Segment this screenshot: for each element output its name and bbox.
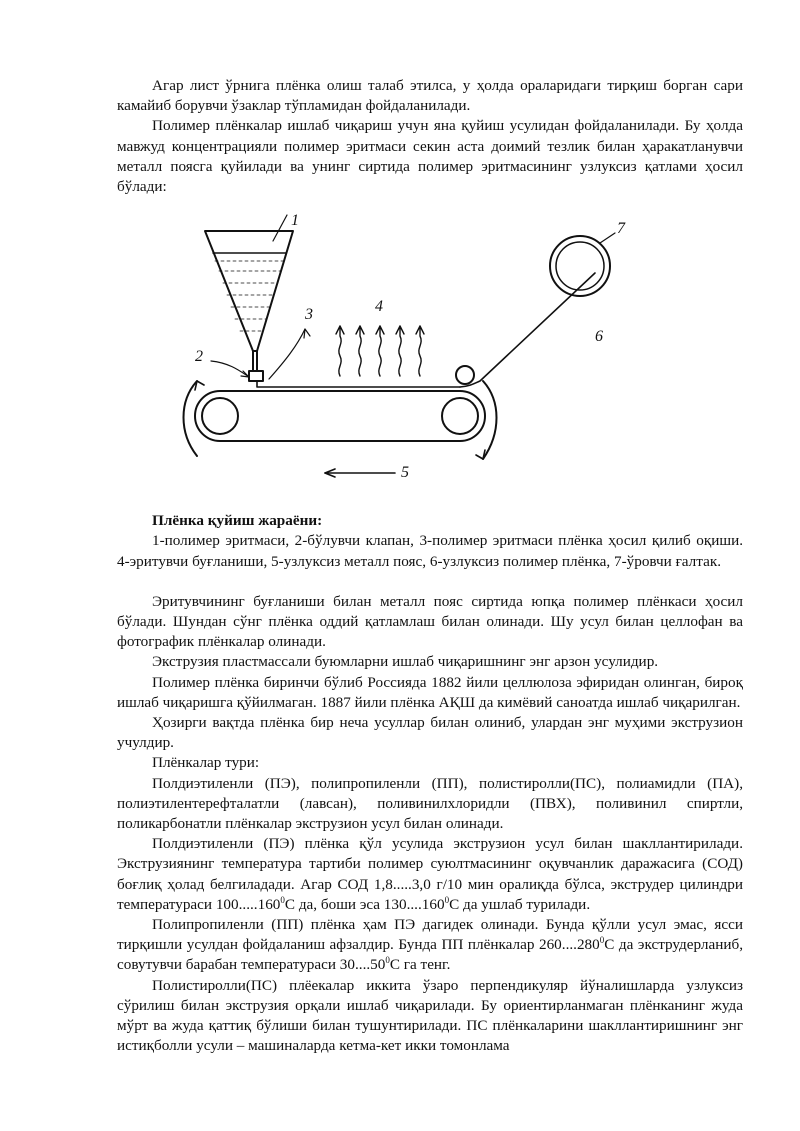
paragraph: Полимер плёнкалар ишлаб чиқариш учун яна қуйиш усулидан фойдаланилади. Бу ҳолда мавжуд концентрацияли полимер эритмаси секин аста доимий тезлик билан ҳаракатланувчи металл поясга қуйилади ва унинг сиртида полимер эритмасининг узлуксиз қатлами ҳосил бўлади:	[117, 117, 743, 196]
label-6: 6	[595, 328, 603, 346]
paragraph: Полдиэтиленли (ПЭ) плёнка қўл усулида экструзион усул билан шакллантирилади. Экструзиянинг температура тартиби полимер суюлтмасининг оқувчанлик даражасига (СОД) боғлиқ ҳолад белгиладади. Агар СОД 1,8.....3,0 г/10 мин оралиқда бўлса, экструдер цилиндри температураси 100.....160$^0$С да, боши эса 130....160$^0$С да ушлаб турилади.	[117, 835, 743, 913]
paragraph: Эритувчининг буғланиши билан металл пояс сиртида юпқа полимер плёнкаси ҳосил бўлади. Шундан сўнг плёнка оддий қатламлаш билан олинади. Шу усул билан целлофан ва фотографик плёнкалар олинади.	[117, 592, 743, 651]
label-5: 5	[401, 464, 409, 482]
hopper-neck	[253, 351, 257, 371]
paragraph: Ҳозирги вақтда плёнка бир неча усуллар билан олиниб, улардан энг муҳими экструзион учулдир.	[117, 714, 743, 752]
film-casting-diagram	[117, 211, 743, 511]
evaporation-arrows	[336, 326, 424, 376]
paragraph: Полипропиленли (ПП) плёнка ҳам ПЭ дагидек олинади. Бунда қўлли усул эмас, ясси тирқишли усулдан фойдаланиш афзалдир. Бунда ПП плёнкалар 260....280$^0$С да экструдерланиб, совутувчи барабан температураси 30....50$^0$С га тенг.	[117, 916, 744, 974]
hopper	[205, 231, 293, 351]
leader-7	[600, 233, 615, 243]
belt-roller-left	[202, 398, 238, 434]
label-7: 7	[617, 220, 625, 238]
belt-roller-right	[442, 398, 478, 434]
dividing-valve	[249, 371, 263, 381]
paragraph: Полдиэтиленли (ПЭ), полипропиленли (ПП), полистиролли(ПС), полиамидли (ПА), полиэтилентерефталатли (лавсан), поливинилхлоридли (ПВХ), поливинил спиртли, поликарбонатли плёнкалар экструзион усул билан олинади.	[117, 774, 743, 833]
figure-caption-text: 1-полимер эритмаси, 2-бўлувчи клапан, 3-полимер эритмаси плёнка ҳосил қилиб оқиши. 4-эритувчи буғланиши, 5-узлуксиз металл пояс, 6-узлуксиз полимер плёнка, 7-ўровчи ғалтак.	[117, 532, 743, 570]
label-2: 2	[195, 348, 203, 366]
leader-2	[211, 361, 249, 377]
polymer-film	[257, 381, 460, 387]
paragraph: Полистиролли(ПС) плёекалар иккита ўзаро перпендикуляр йўналишларда узлуксиз сўрилиш билан экструзия орқали ишлаб чиқарилади. Бу ориентирланмаган плёнканинг жуда мўрт ва жуда қаттиқ бўлиши билан тушунтирилади. ПС плёнкаларини шакллантиришнинг энг истиқболли усули – машиналарда кетма-кет икки томонлама	[117, 976, 743, 1055]
label-1: 1	[291, 212, 299, 230]
paragraph: Агар лист ўрнига плёнка олиш талаб этилса, у ҳолда ораларидаги тирқиш борган сари камайиб борувчи ўзаклар тўпламидан фойдаланилади.	[117, 77, 743, 115]
label-4: 4	[375, 298, 383, 316]
leader-1	[273, 215, 287, 241]
diagram-svg	[175, 211, 635, 511]
arrow-3	[269, 329, 305, 379]
paragraph: Плёнкалар тури:	[152, 754, 260, 772]
label-3: 3	[305, 306, 313, 324]
paragraph: Экструзия пластмассали буюмларни ишлаб чиқаришнинг энг арзон усулидир.	[152, 653, 659, 671]
paragraph: Полимер плёнка биринчи бўлиб Россияда 1882 йили целлюлоза эфиридан олинган, бироқ ишлаб чиқаришга қўйилмаган. 1887 йили плёнка АҚШ да кимёвий саноатда ишлаб чиқарилган.	[117, 673, 743, 711]
document-page	[117, 76, 743, 1057]
figure-caption-title: Плёнка қуйиш жараёни:	[152, 512, 323, 530]
guide-roller	[456, 366, 474, 384]
